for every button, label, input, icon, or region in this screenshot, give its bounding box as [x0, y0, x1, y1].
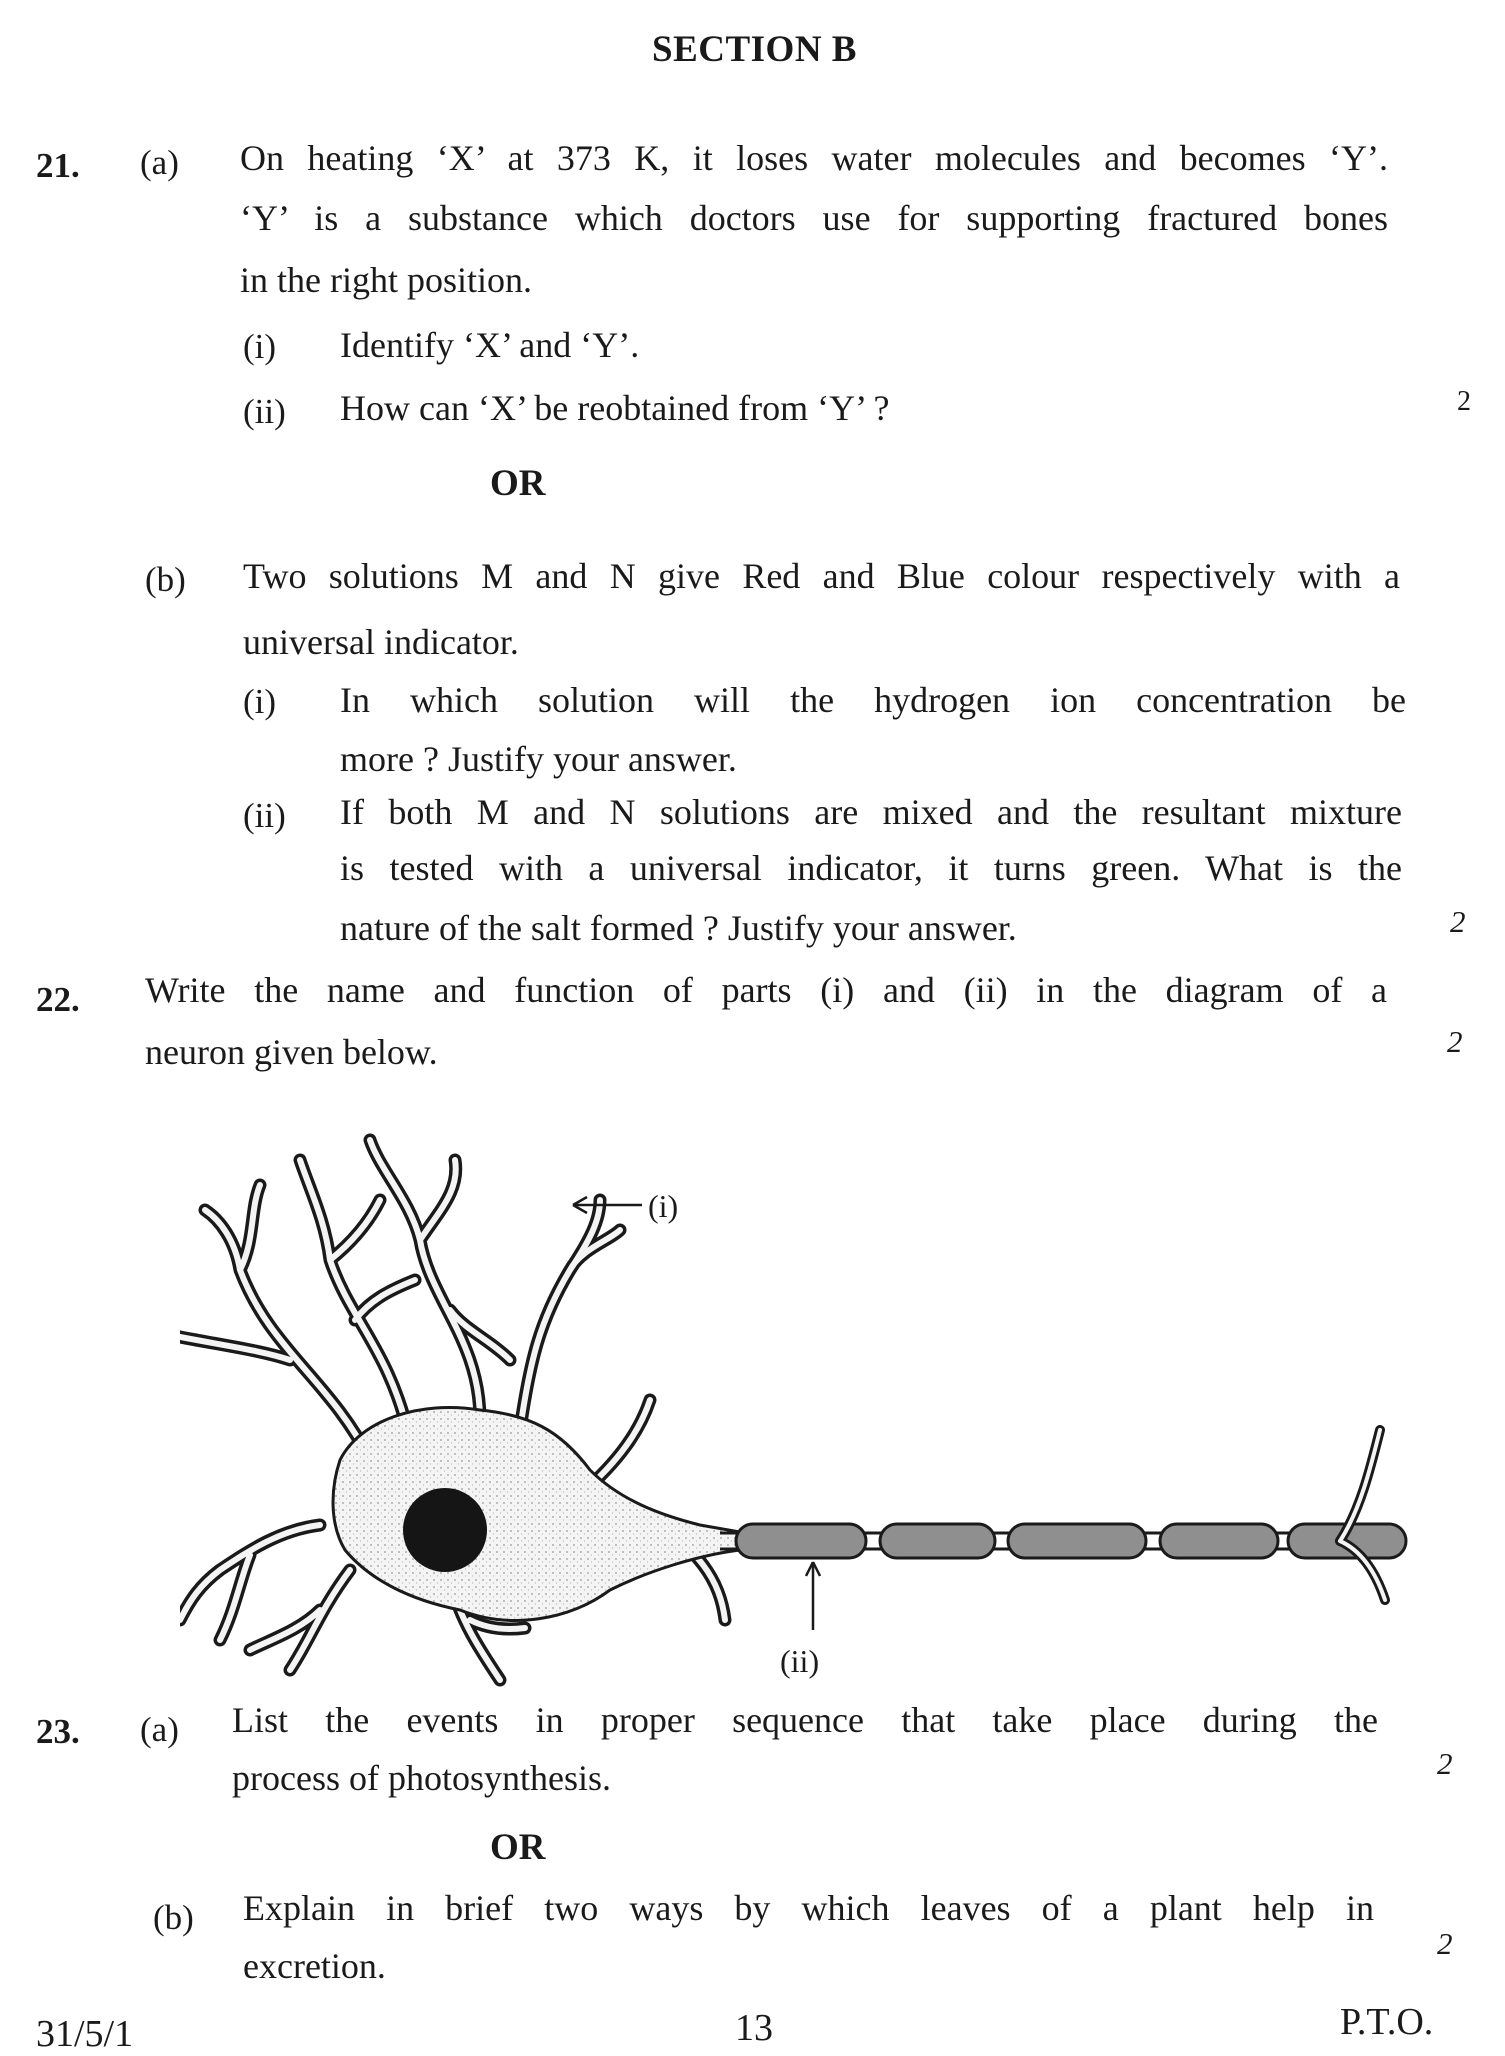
section-title: SECTION B [652, 29, 857, 70]
q21a-line-3: in the right position. [240, 260, 532, 300]
q21a-line-2: ‘Y’ is a substance which doctors use for supporting fractured bones [240, 198, 1388, 238]
q23-or: OR [490, 1827, 546, 1868]
q23-part-a-label: (a) [140, 1710, 179, 1749]
label-ii-pointer [806, 1562, 820, 1630]
q23b-line-2: excretion. [243, 1946, 386, 1986]
q23a-line-2: process of photosynthesis. [232, 1758, 611, 1798]
q21b-line-1: Two solutions M and N give Red and Blue colour respectively with a [243, 556, 1400, 596]
q21-part-a-label: (a) [140, 143, 179, 182]
q21b-marks: 2 [1450, 904, 1466, 939]
axon-terminals [1340, 1430, 1385, 1600]
q21b-ii-line-2: is tested with a universal indicator, it turns green. What is the [340, 848, 1402, 888]
axon [720, 1524, 1406, 1558]
cell-body [333, 1407, 740, 1620]
q21b-ii-line-1: If both M and N solutions are mixed and the resultant mixture [340, 792, 1402, 832]
q23b-line-1: Explain in brief two ways by which leaves of a plant help in [243, 1888, 1374, 1928]
q21-or: OR [490, 463, 546, 504]
q21a-i-text: Identify ‘X’ and ‘Y’. [340, 325, 640, 365]
q21a-i-label: (i) [243, 327, 277, 366]
q21a-line-1: On heating ‘X’ at 373 K, it loses water molecules and becomes ‘Y’. [240, 138, 1388, 178]
q21-part-b-label: (b) [145, 560, 186, 599]
q23-part-b-label: (b) [153, 1898, 194, 1937]
label-ii: (ii) [780, 1643, 820, 1679]
footer-pto: P.T.O. [1340, 2001, 1434, 2043]
neuron-diagram [180, 1130, 1410, 1690]
q21a-ii-label: (ii) [243, 392, 286, 431]
nucleus [403, 1488, 487, 1572]
label-i: (i) [648, 1188, 679, 1224]
q21b-line-2: universal indicator. [243, 622, 519, 662]
q21b-i-line-1: In which solution will the hydrogen ion concentration be [340, 680, 1406, 720]
question-number-21: 21. [36, 146, 80, 185]
q23a-line-1: List the events in proper sequence that take place during the [232, 1700, 1378, 1740]
q22-line-2: neuron given below. [145, 1032, 438, 1072]
q22-line-1: Write the name and function of parts (i) and (ii) in the diagram of a [145, 970, 1387, 1010]
q21a-ii-text: How can ‘X’ be reobtained from ‘Y’ ? [340, 388, 890, 428]
q21b-i-label: (i) [243, 682, 277, 721]
q21b-i-line-2: more ? Justify your answer. [340, 739, 737, 779]
myelin-sheath [736, 1524, 1406, 1558]
label-i-pointer [573, 1197, 642, 1213]
footer-page-number: 13 [735, 2007, 773, 2049]
q21a-marks: 2 [1457, 386, 1471, 417]
question-number-22: 22. [36, 980, 80, 1019]
q23a-marks: 2 [1437, 1746, 1453, 1781]
q21b-ii-label: (ii) [243, 796, 286, 835]
question-number-23: 23. [36, 1712, 80, 1751]
q23b-marks: 2 [1437, 1926, 1453, 1961]
q21b-ii-line-3: nature of the salt formed ? Justify your answer. [340, 908, 1017, 948]
q22-marks: 2 [1447, 1024, 1463, 1059]
footer-paper-code: 31/5/1 [36, 2013, 134, 2055]
